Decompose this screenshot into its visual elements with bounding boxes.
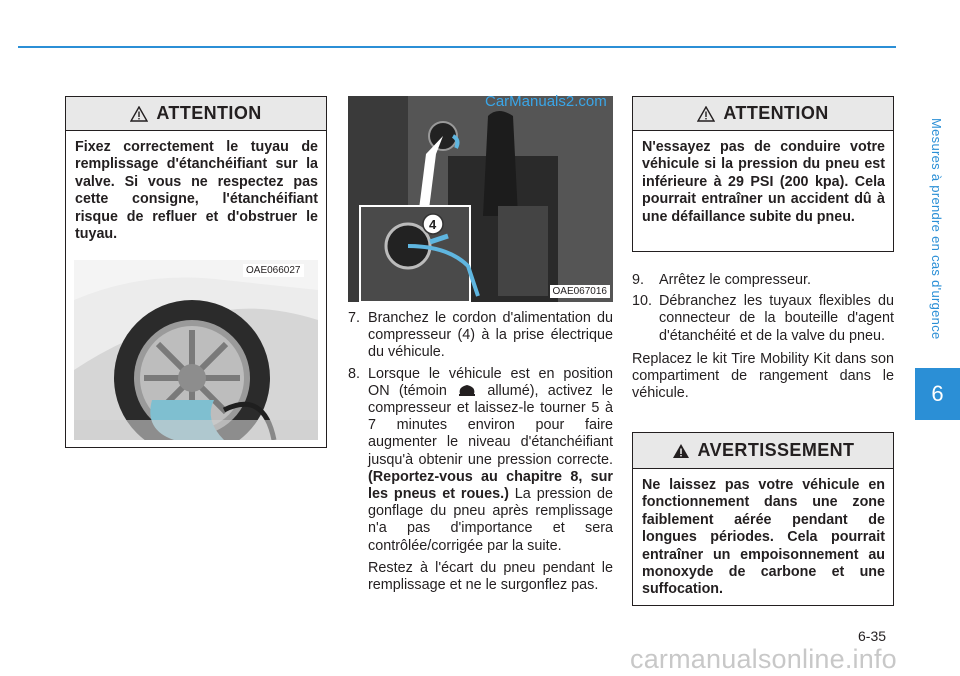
caution-triangle-icon — [697, 106, 715, 122]
attention-header — [66, 97, 326, 131]
step-text: Arrêtez le compresseur. — [659, 272, 811, 288]
chapter-side-title: Mesures à prendre en cas d'urgence — [929, 118, 944, 340]
caution-triangle-icon — [130, 106, 148, 122]
warning-title: AVERTISSEMENT — [697, 440, 855, 460]
attention-box-right — [632, 96, 894, 252]
step-8 — [348, 366, 613, 595]
step-text: Lorsque le véhicule est en position ON (témoin allumé), activez le compresseur et laissez-le tourner 5 à 7 minutes environ pour faire augmenter le niveau d'étanchéifiant jusqu'à obtenir une pression correcte. (Reportez-vous au chapitre 8, sur les pneus et roues.) La pression de gonflage du pneu après remplissage n'a pas d'importance et sera contrôlée/corrigée par la suite. — [368, 365, 613, 554]
console-outlet-illustration — [348, 96, 613, 302]
attention-header — [633, 97, 893, 131]
page-number: 6-35 — [858, 628, 887, 644]
power-outlet-photo — [348, 96, 613, 302]
tpms-warning-lamp-icon — [456, 383, 478, 397]
step-10 — [632, 293, 894, 345]
attention-text: N'essayez pas de conduire votre véhicule si la pression du pneu est inférieure à 29 PSI (200 kpa). Cela pourrait entraîner un accident dû à une défaillance subite du pneu. — [642, 139, 885, 225]
step-number: 9. — [632, 272, 645, 288]
right-column — [632, 272, 894, 402]
step-text: Débranchez les tuyaux flexibles du connecteur de la bouteille d'agent d'étanchéité et de la valve du pneu. — [659, 293, 894, 344]
tire-valve-photo — [74, 260, 318, 440]
attention-box-left — [65, 96, 327, 448]
step-7 — [348, 310, 613, 362]
left-image-code: OAE066027 — [243, 264, 304, 277]
step-9 — [632, 272, 894, 289]
step-number: 8. — [348, 365, 361, 382]
step-number: 10. — [632, 293, 653, 310]
warning-text: Ne laissez pas votre véhicule en fonctionnement dans une zone faiblement aérée pendant de longues périodes. Cela pourrait entraîner un empoisonnement au monoxyde de carbone et une suffocation. — [642, 477, 885, 598]
attention-title: ATTENTION — [156, 103, 262, 123]
chapter-number: 6 — [931, 381, 944, 406]
site-footer-link[interactable]: carmanualsonline.info — [630, 644, 897, 674]
top-rule — [18, 46, 896, 48]
warning-triangle-icon — [672, 443, 690, 459]
attention-text: Fixez correctement le tuyau de remplissage d'étanchéifiant sur la valve. Si vous ne respectez pas cette consigne, l'étanchéifiant risque de refluer et d'obstruer le tuyau. — [75, 139, 318, 243]
warning-header — [633, 433, 893, 469]
step-8-note: Restez à l'écart du pneu pendant le remplissage et ne le surgonflez pas. — [368, 559, 613, 594]
watermark-link[interactable]: CarManuals2.com — [485, 93, 607, 110]
middle-column — [348, 310, 613, 594]
chapter-tab — [915, 368, 960, 420]
middle-image-code: OAE067016 — [550, 285, 611, 298]
attention-title: ATTENTION — [723, 103, 829, 123]
warning-box — [632, 432, 894, 606]
replace-kit-note: Replacez le kit Tire Mobility Kit dans son compartiment de rangement dans le véhicule. — [632, 350, 894, 402]
step-text: Branchez le cordon d'alimentation du compresseur (4) à la prise électrique du véhicule. — [368, 310, 613, 361]
step-number: 7. — [348, 310, 361, 326]
tire-valve-illustration — [74, 260, 318, 440]
callout-4: 4 — [429, 217, 437, 232]
